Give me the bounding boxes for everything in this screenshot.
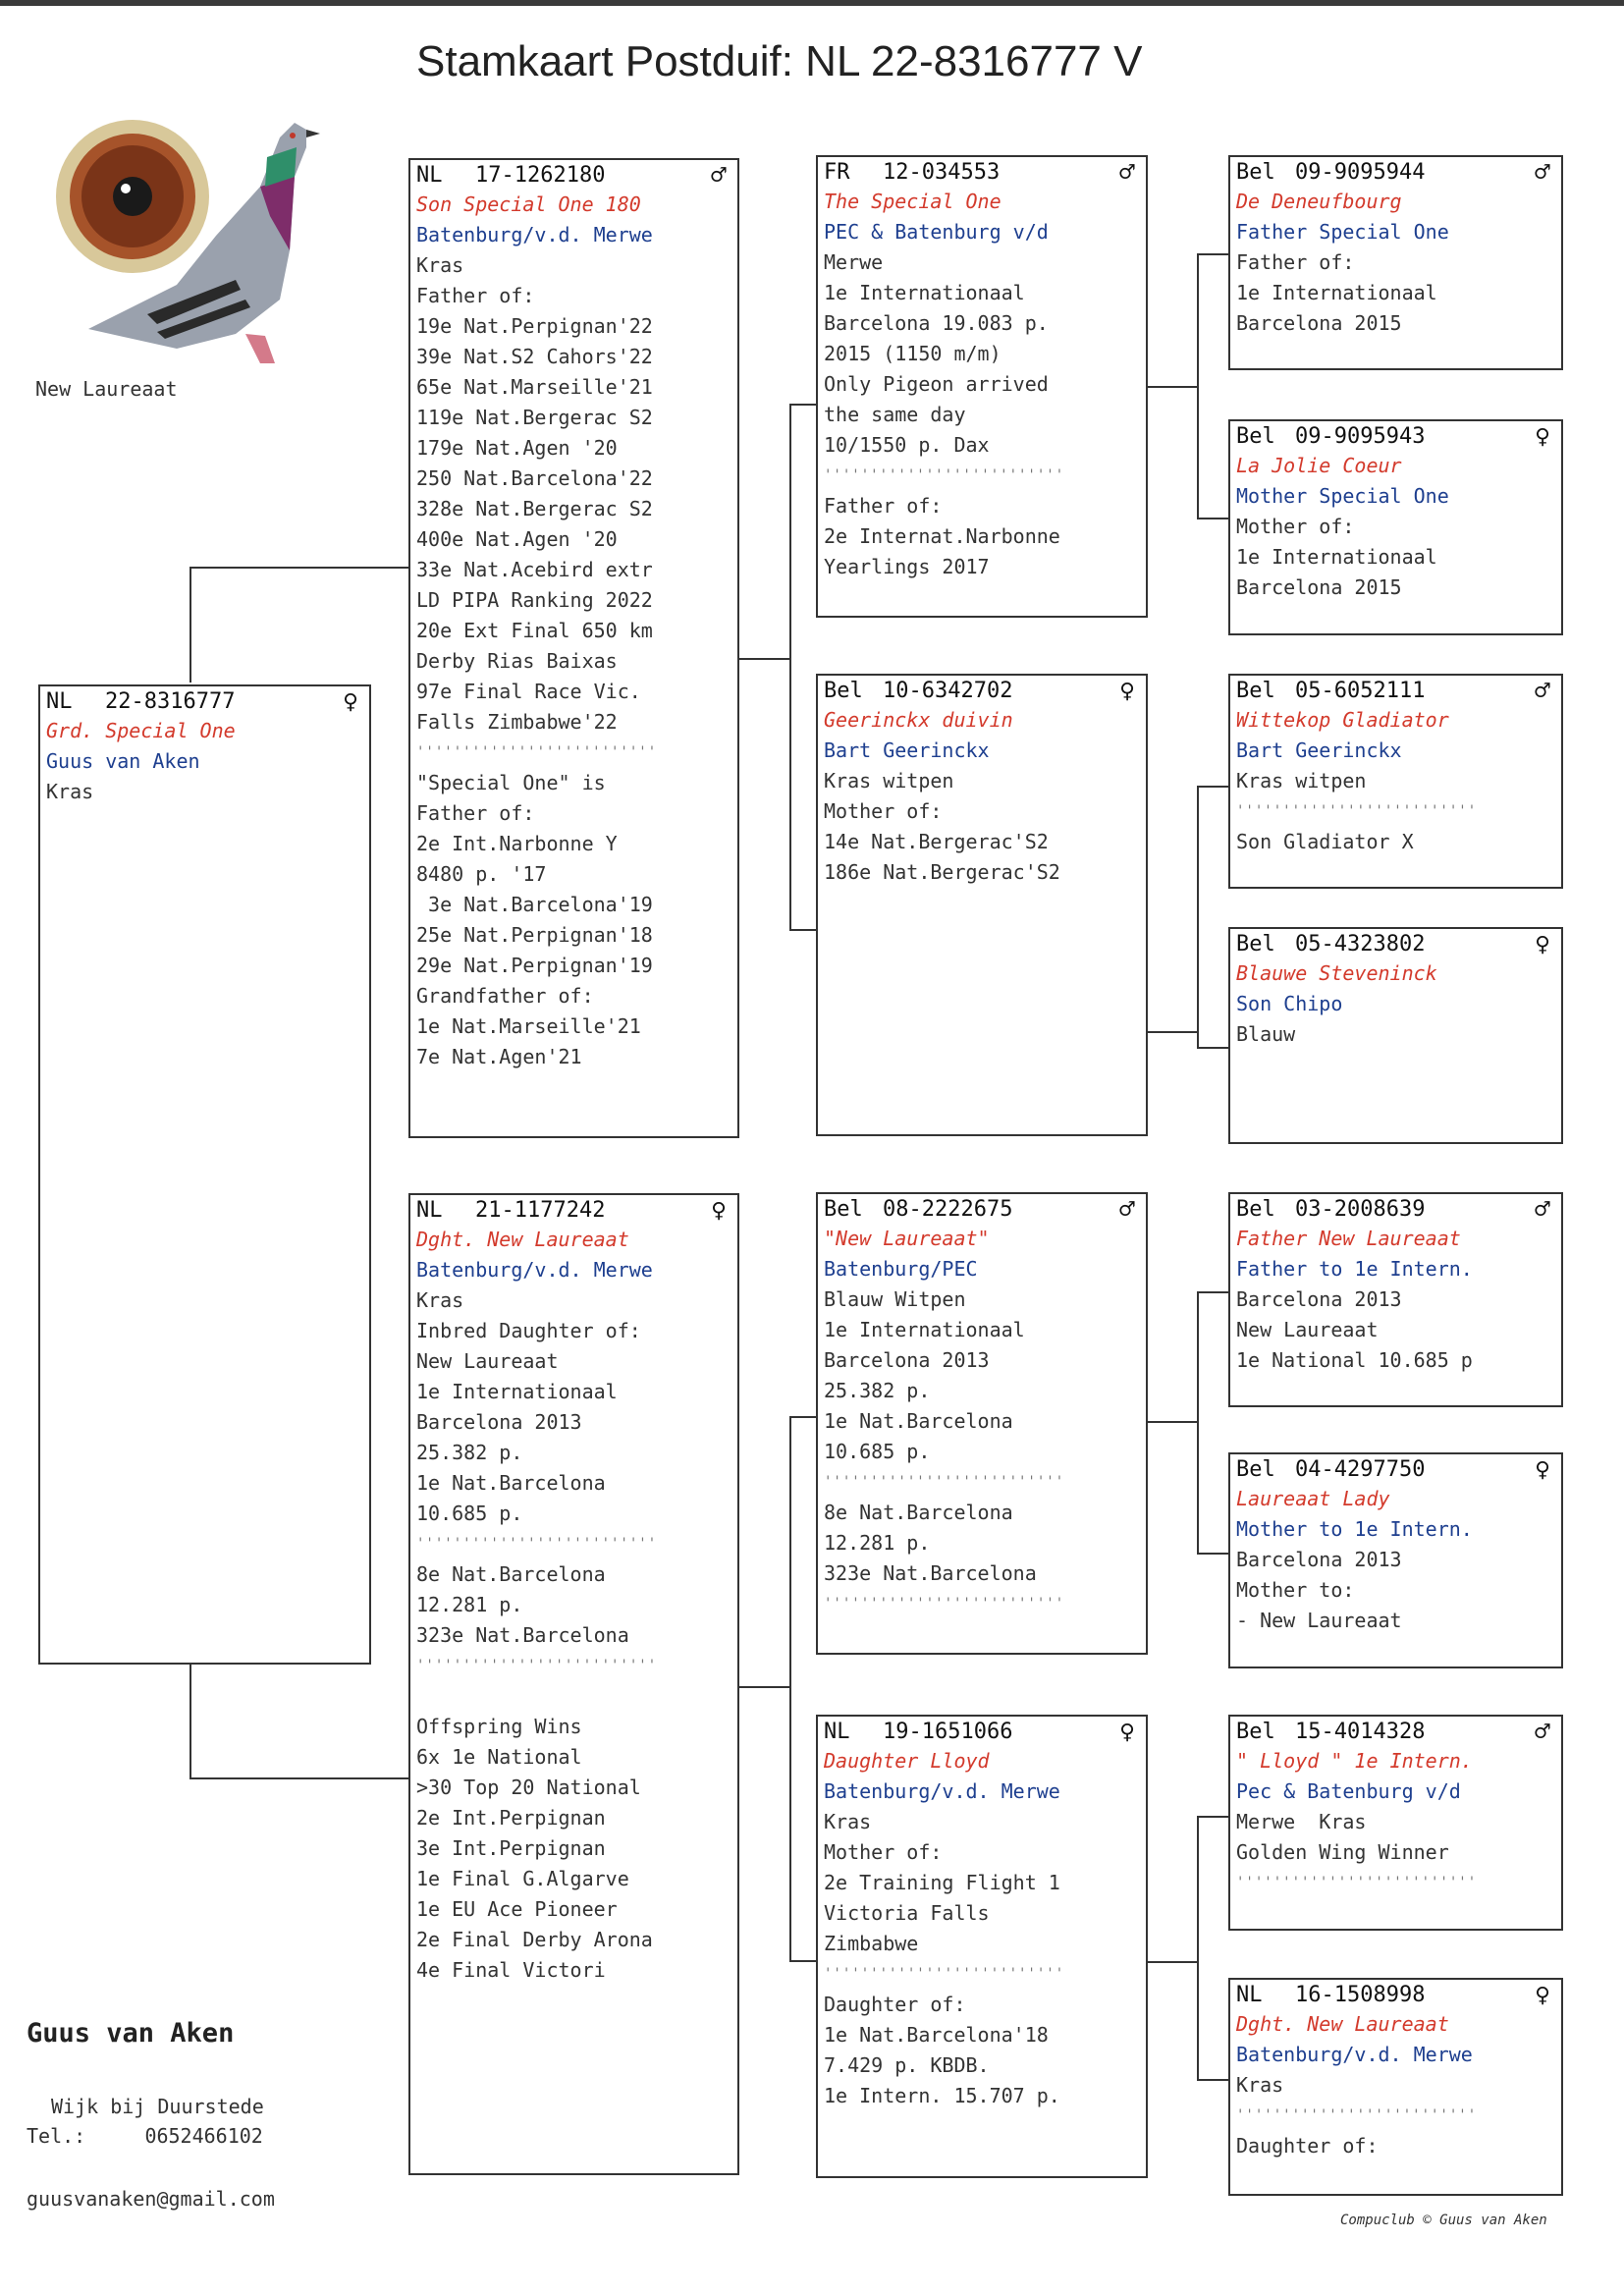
pedigree-line: Kras	[416, 1288, 464, 1312]
country-code: NL	[46, 689, 73, 714]
pedigree-line: 2015 (1150 m/m)	[824, 342, 1001, 365]
ring-number: 08-2222675	[883, 1197, 1013, 1222]
pigeon-card-mmf	[1228, 1715, 1563, 1931]
pigeon-breeder: PEC & Batenburg v/d	[824, 220, 1049, 244]
pedigree-line: 1e National 10.685 p	[1236, 1348, 1473, 1372]
phone-number: 0652466102	[144, 2124, 263, 2148]
pigeon-card-mfm	[1228, 1452, 1563, 1668]
pedigree-line: 33e Nat.Acebird extr	[416, 558, 653, 581]
pedigree-line: 8e Nat.Barcelona	[416, 1562, 606, 1586]
pigeon-name: La Jolie Coeur	[1236, 454, 1402, 477]
pigeon-card-subject	[38, 684, 371, 1665]
pedigree-line: 1e Nat.Barcelona	[416, 1471, 606, 1495]
sex-icon: ♀	[1119, 677, 1135, 706]
ring-number: 09-9095943	[1295, 424, 1426, 449]
connector	[1197, 1291, 1199, 1554]
pedigree-line: 2e Int.Perpignan	[416, 1806, 606, 1830]
pigeon-breeder: Bart Geerinckx	[1236, 738, 1402, 762]
connector	[738, 658, 789, 660]
pedigree-line: Kras	[416, 253, 464, 277]
ring-number: 17-1262180	[475, 163, 606, 188]
pedigree-line: ''''''''''''''''''''''''''	[416, 1658, 658, 1673]
pigeon-card-mf	[816, 1192, 1148, 1655]
pedigree-line: Father of:	[416, 284, 535, 307]
country-code: NL	[416, 163, 443, 188]
pedigree-line: 2e Internat.Narbonne	[824, 524, 1060, 548]
pedigree-line: Father of:	[416, 801, 535, 825]
pedigree-line: Merwe	[824, 250, 884, 274]
pedigree-line: 1e Nat.Barcelona	[824, 1409, 1013, 1433]
pigeon-card-ffm	[1228, 419, 1563, 635]
pedigree-line: 39e Nat.S2 Cahors'22	[416, 345, 653, 368]
pedigree-line: Barcelona 2015	[1236, 575, 1402, 599]
pedigree-line: 1e EU Ace Pioneer	[416, 1897, 618, 1921]
pedigree-line: Daughter of:	[824, 1993, 966, 2016]
country-code: Bel	[1236, 1720, 1275, 1744]
pedigree-line: the same day	[824, 403, 966, 426]
pedigree-line: Golden Wing Winner	[1236, 1840, 1449, 1864]
pedigree-line: 20e Ext Final 650 km	[416, 619, 653, 642]
sex-icon: ♀	[1119, 1718, 1135, 1747]
card-header	[1236, 1456, 1555, 1484]
pedigree-line: Victoria Falls	[824, 1901, 990, 1925]
pedigree-line: ''''''''''''''''''''''''''	[416, 1536, 658, 1552]
pedigree-line: ''''''''''''''''''''''''''	[824, 1966, 1065, 1982]
card-header	[1236, 1982, 1555, 2009]
connector	[189, 1663, 191, 1778]
ring-number: 21-1177242	[475, 1198, 606, 1223]
pedigree-line: Kras	[824, 1810, 872, 1833]
pedigree-line: 1e Internationaal	[824, 281, 1025, 304]
pigeon-name: Dght. New Laureaat	[416, 1228, 629, 1251]
sex-icon: ♀	[1535, 1981, 1550, 2010]
country-code: Bel	[824, 679, 863, 703]
owner-name: Guus van Aken	[27, 2018, 235, 2049]
pedigree-line: 29e Nat.Perpignan'19	[416, 954, 653, 977]
pedigree-line: Mother of:	[824, 1840, 943, 1864]
card-header	[46, 688, 363, 716]
card-header	[1236, 1196, 1555, 1224]
pigeon-breeder: Batenburg/v.d. Merwe	[1236, 2043, 1473, 2066]
pedigree-line: Falls Zimbabwe'22	[416, 710, 618, 734]
connector	[1197, 1816, 1229, 1818]
sex-icon: ♂	[1119, 158, 1135, 188]
pedigree-line: 10.685 p.	[824, 1440, 931, 1463]
pedigree-line: "Special One" is	[416, 771, 606, 794]
pedigree-line: - New Laureaat	[1236, 1609, 1402, 1632]
connector	[789, 1416, 816, 1418]
pigeon-breeder: Father Special One	[1236, 220, 1449, 244]
pedigree-line: 25.382 p.	[824, 1379, 931, 1402]
connector	[1147, 1031, 1197, 1033]
pedigree-line: Kras	[1236, 2073, 1284, 2097]
card-header	[416, 162, 731, 190]
pedigree-line: 250 Nat.Barcelona'22	[416, 466, 653, 490]
pedigree-line: 10.685 p.	[416, 1502, 523, 1525]
pedigree-line: 7.429 p. KBDB.	[824, 2053, 990, 2077]
pedigree-line: 12.281 p.	[824, 1531, 931, 1555]
pedigree-line: ''''''''''''''''''''''''''	[824, 1474, 1065, 1490]
sex-icon: ♀	[1535, 930, 1550, 959]
connector	[789, 404, 791, 930]
connector	[1197, 1047, 1229, 1049]
pigeon-breeder: Mother to 1e Intern.	[1236, 1517, 1473, 1541]
country-code: NL	[416, 1198, 443, 1223]
card-header	[1236, 1719, 1555, 1746]
pedigree-line: Barcelona 2013	[416, 1410, 582, 1434]
pedigree-line: Barcelona 2015	[1236, 311, 1402, 335]
connector	[789, 1960, 816, 1962]
country-code: Bel	[1236, 160, 1275, 185]
pigeon-breeder: Batenburg/v.d. Merwe	[416, 1258, 653, 1282]
pedigree-line: Daughter of:	[1236, 2134, 1379, 2158]
pedigree-line: 323e Nat.Barcelona	[824, 1561, 1037, 1585]
pigeon-name: Son Special One 180	[416, 192, 641, 216]
pigeon-breeder: Bart Geerinckx	[824, 738, 990, 762]
pigeon-card-mm	[816, 1715, 1148, 2178]
ring-number: 05-6052111	[1295, 679, 1426, 703]
ring-number: 03-2008639	[1295, 1197, 1426, 1222]
pedigree-line: 25e Nat.Perpignan'18	[416, 923, 653, 947]
pedigree-line: 65e Nat.Marseille'21	[416, 375, 653, 399]
pedigree-line: Kras witpen	[824, 769, 954, 792]
card-header	[824, 1719, 1140, 1746]
photo-caption: New Laureaat	[35, 377, 178, 401]
pedigree-line: 2e Training Flight 1	[824, 1871, 1060, 1894]
country-code: FR	[824, 160, 850, 185]
pigeon-card-fm	[816, 674, 1148, 1136]
connector	[1147, 1961, 1197, 1963]
pedigree-line: Merwe Kras	[1236, 1810, 1367, 1833]
card-header	[1236, 423, 1555, 451]
sex-icon: ♂	[1119, 1195, 1135, 1225]
pedigree-line: Kras	[46, 780, 94, 803]
pigeon-breeder: Father to 1e Intern.	[1236, 1257, 1473, 1281]
pedigree-line	[416, 1681, 731, 1712]
connector	[189, 1777, 409, 1779]
pedigree-line: Mother to:	[1236, 1578, 1355, 1602]
pedigree-line: ''''''''''''''''''''''''''	[824, 1596, 1065, 1612]
pigeon-card-father	[408, 158, 739, 1138]
owner-email: guusvanaken@gmail.com	[27, 2187, 275, 2211]
pedigree-line: 8480 p. '17	[416, 862, 547, 886]
pedigree-line: Grandfather of:	[416, 984, 594, 1008]
connector	[1197, 518, 1229, 519]
ring-number: 09-9095944	[1295, 160, 1426, 185]
pigeon-breeder: Batenburg/PEC	[824, 1257, 978, 1281]
pedigree-line: 97e Final Race Vic.	[416, 680, 641, 703]
pedigree-line: 2e Int.Narbonne Y	[416, 832, 618, 855]
ring-number: 15-4014328	[1295, 1720, 1426, 1744]
pedigree-line: 1e Intern. 15.707 p.	[824, 2084, 1060, 2107]
pigeon-name: Wittekop Gladiator	[1236, 708, 1449, 732]
pigeon-name: Laureaat Lady	[1236, 1487, 1390, 1510]
card-header	[824, 678, 1140, 705]
pigeon-photo	[49, 79, 324, 363]
pedigree-line: Kras witpen	[1236, 769, 1367, 792]
pedigree-line: 119e Nat.Bergerac S2	[416, 406, 653, 429]
pedigree-line: Barcelona 2013	[824, 1348, 990, 1372]
phone-label: Tel.:	[27, 2124, 86, 2148]
sex-icon: ♂	[1535, 158, 1550, 188]
ring-number: 12-034553	[883, 160, 1001, 185]
owner-phone	[27, 2124, 263, 2148]
connector	[189, 567, 191, 683]
connector	[1197, 786, 1229, 788]
country-code: NL	[1236, 1983, 1263, 2007]
pigeon-name: The Special One	[824, 190, 1001, 213]
pedigree-line: Offspring Wins	[416, 1715, 582, 1738]
sex-icon: ♀	[1535, 1455, 1550, 1485]
connector	[789, 404, 816, 406]
pigeon-breeder: Guus van Aken	[46, 749, 200, 773]
pedigree-line: Mother of:	[824, 799, 943, 823]
country-code: Bel	[1236, 679, 1275, 703]
connector	[789, 929, 816, 931]
connector	[1197, 1816, 1199, 2080]
connector	[1197, 2079, 1229, 2081]
pigeon-name: " Lloyd " 1e Intern.	[1236, 1749, 1473, 1773]
country-code: NL	[824, 1720, 850, 1744]
pedigree-line: Inbred Daughter of:	[416, 1319, 641, 1342]
pedigree-line: ''''''''''''''''''''''''''	[416, 744, 658, 760]
pigeon-breeder: Mother Special One	[1236, 484, 1449, 508]
pigeon-card-ff	[816, 155, 1148, 618]
pedigree-line: 186e Nat.Bergerac'S2	[824, 860, 1060, 884]
ring-number: 19-1651066	[883, 1720, 1013, 1744]
sex-icon: ♀	[1535, 422, 1550, 452]
pedigree-line: Barcelona 19.083 p.	[824, 311, 1049, 335]
card-header	[824, 159, 1140, 187]
pigeon-card-mff	[1228, 1192, 1563, 1407]
country-code: Bel	[1236, 1457, 1275, 1482]
footer-credit: Compuclub © Guus van Aken	[1340, 2213, 1547, 2228]
connector	[1197, 253, 1199, 519]
connector	[1147, 1421, 1197, 1423]
card-header	[416, 1197, 731, 1225]
pedigree-line: ''''''''''''''''''''''''''	[1236, 1875, 1478, 1890]
pedigree-line: Blauw Witpen	[824, 1287, 966, 1311]
connector	[189, 567, 409, 569]
pedigree-line: 400e Nat.Agen '20	[416, 527, 618, 551]
connector	[1197, 786, 1199, 1048]
pigeon-name: Geerinckx duivin	[824, 708, 1013, 732]
pedigree-line: 1e Final G.Algarve	[416, 1867, 629, 1890]
pedigree-line: 3e Int.Perpignan	[416, 1836, 606, 1860]
pigeon-name: "New Laureaat"	[824, 1227, 990, 1250]
pedigree-line: 25.382 p.	[416, 1441, 523, 1464]
pigeon-name: Dght. New Laureaat	[1236, 2012, 1449, 2036]
card-header	[1236, 159, 1555, 187]
card-header	[1236, 931, 1555, 958]
pedigree-line: Father of:	[1236, 250, 1355, 274]
pedigree-line: 8e Nat.Barcelona	[824, 1501, 1013, 1524]
pedigree-line: Father of:	[824, 494, 943, 518]
pigeon-name: Father New Laureaat	[1236, 1227, 1461, 1250]
pedigree-line: 4e Final Victori	[416, 1958, 606, 1982]
country-code: Bel	[1236, 424, 1275, 449]
pedigree-line: 323e Nat.Barcelona	[416, 1623, 629, 1647]
connector	[738, 1686, 789, 1688]
ring-number: 16-1508998	[1295, 1983, 1426, 2007]
pigeon-card-fff	[1228, 155, 1563, 370]
pigeon-name: Blauwe Steveninck	[1236, 961, 1437, 985]
pedigree-line: Yearlings 2017	[824, 555, 990, 578]
connector	[1147, 386, 1197, 388]
pedigree-line: 1e Nat.Marseille'21	[416, 1014, 641, 1038]
pedigree-line: 10/1550 p. Dax	[824, 433, 990, 457]
sex-icon: ♂	[711, 161, 727, 191]
pigeon-card-fmm	[1228, 927, 1563, 1144]
pedigree-line: 7e Nat.Agen'21	[416, 1045, 582, 1068]
sex-icon: ♂	[1535, 1195, 1550, 1225]
sex-icon: ♀	[343, 687, 358, 717]
connector	[1197, 1291, 1229, 1293]
pedigree-line: ''''''''''''''''''''''''''	[1236, 803, 1478, 819]
pedigree-line: ''''''''''''''''''''''''''	[1236, 2107, 1478, 2123]
pedigree-line: 179e Nat.Agen '20	[416, 436, 618, 460]
country-code: Bel	[1236, 1197, 1275, 1222]
pigeon-card-mother	[408, 1193, 739, 2175]
pedigree-line: 14e Nat.Bergerac'S2	[824, 830, 1049, 853]
sex-icon: ♀	[711, 1196, 727, 1226]
connector	[1197, 253, 1229, 255]
ring-number: 10-6342702	[883, 679, 1013, 703]
pedigree-line: Son Gladiator X	[1236, 830, 1414, 853]
pedigree-line: 1e Internationaal	[824, 1318, 1025, 1341]
pigeon-name: Grd. Special One	[46, 719, 236, 742]
pedigree-line: 1e Nat.Barcelona'18	[824, 2023, 1049, 2047]
pedigree-line: 19e Nat.Perpignan'22	[416, 314, 653, 338]
pedigree-line: ''''''''''''''''''''''''''	[824, 467, 1065, 483]
ring-number: 22-8316777	[105, 689, 236, 714]
sex-icon: ♂	[1535, 1718, 1550, 1747]
pedigree-line: 3e Nat.Barcelona'19	[416, 893, 653, 916]
pigeon-name: Daughter Lloyd	[824, 1749, 990, 1773]
pedigree-line: New Laureaat	[416, 1349, 559, 1373]
ring-number: 05-4323802	[1295, 932, 1426, 956]
card-header	[824, 1196, 1140, 1224]
connector	[1197, 1553, 1229, 1555]
pigeon-breeder: Batenburg/v.d. Merwe	[824, 1779, 1060, 1803]
owner-city: Wijk bij Duurstede	[51, 2095, 264, 2118]
pigeon-breeder: Son Chipo	[1236, 992, 1343, 1015]
country-code: Bel	[1236, 932, 1275, 956]
pedigree-line: Barcelona 2013	[1236, 1548, 1402, 1571]
connector	[789, 1416, 791, 1962]
card-header	[1236, 678, 1555, 705]
pigeon-breeder: Batenburg/v.d. Merwe	[416, 223, 653, 246]
pedigree-line: 1e Internationaal	[416, 1380, 618, 1403]
page-title: Stamkaart Postduif: NL 22-8316777 V	[416, 37, 1143, 85]
pedigree-line: Zimbabwe	[824, 1932, 919, 1955]
pedigree-line: 1e Internationaal	[1236, 545, 1437, 569]
pigeon-name: De Deneufbourg	[1236, 190, 1402, 213]
pedigree-line: 2e Final Derby Arona	[416, 1928, 653, 1951]
country-code: Bel	[824, 1197, 863, 1222]
pedigree-line: 328e Nat.Bergerac S2	[416, 497, 653, 520]
sex-icon: ♂	[1535, 677, 1550, 706]
pedigree-line: Barcelona 2013	[1236, 1287, 1402, 1311]
pedigree-line: New Laureaat	[1236, 1318, 1379, 1341]
ring-number: 04-4297750	[1295, 1457, 1426, 1482]
top-edge	[0, 0, 1624, 6]
pedigree-line: Only Pigeon arrived	[824, 372, 1049, 396]
pigeon-card-mmm	[1228, 1978, 1563, 2196]
pedigree-line: Mother of:	[1236, 515, 1355, 538]
pedigree-line: Blauw	[1236, 1022, 1296, 1046]
pedigree-line: 6x 1e National	[416, 1745, 582, 1769]
pedigree-line: >30 Top 20 National	[416, 1776, 641, 1799]
pedigree-line: 12.281 p.	[416, 1593, 523, 1616]
pedigree-line: 1e Internationaal	[1236, 281, 1437, 304]
pigeon-breeder: Pec & Batenburg v/d	[1236, 1779, 1461, 1803]
pigeon-card-fmf	[1228, 674, 1563, 889]
pedigree-line: Derby Rias Baixas	[416, 649, 618, 673]
pedigree-line: LD PIPA Ranking 2022	[416, 588, 653, 612]
